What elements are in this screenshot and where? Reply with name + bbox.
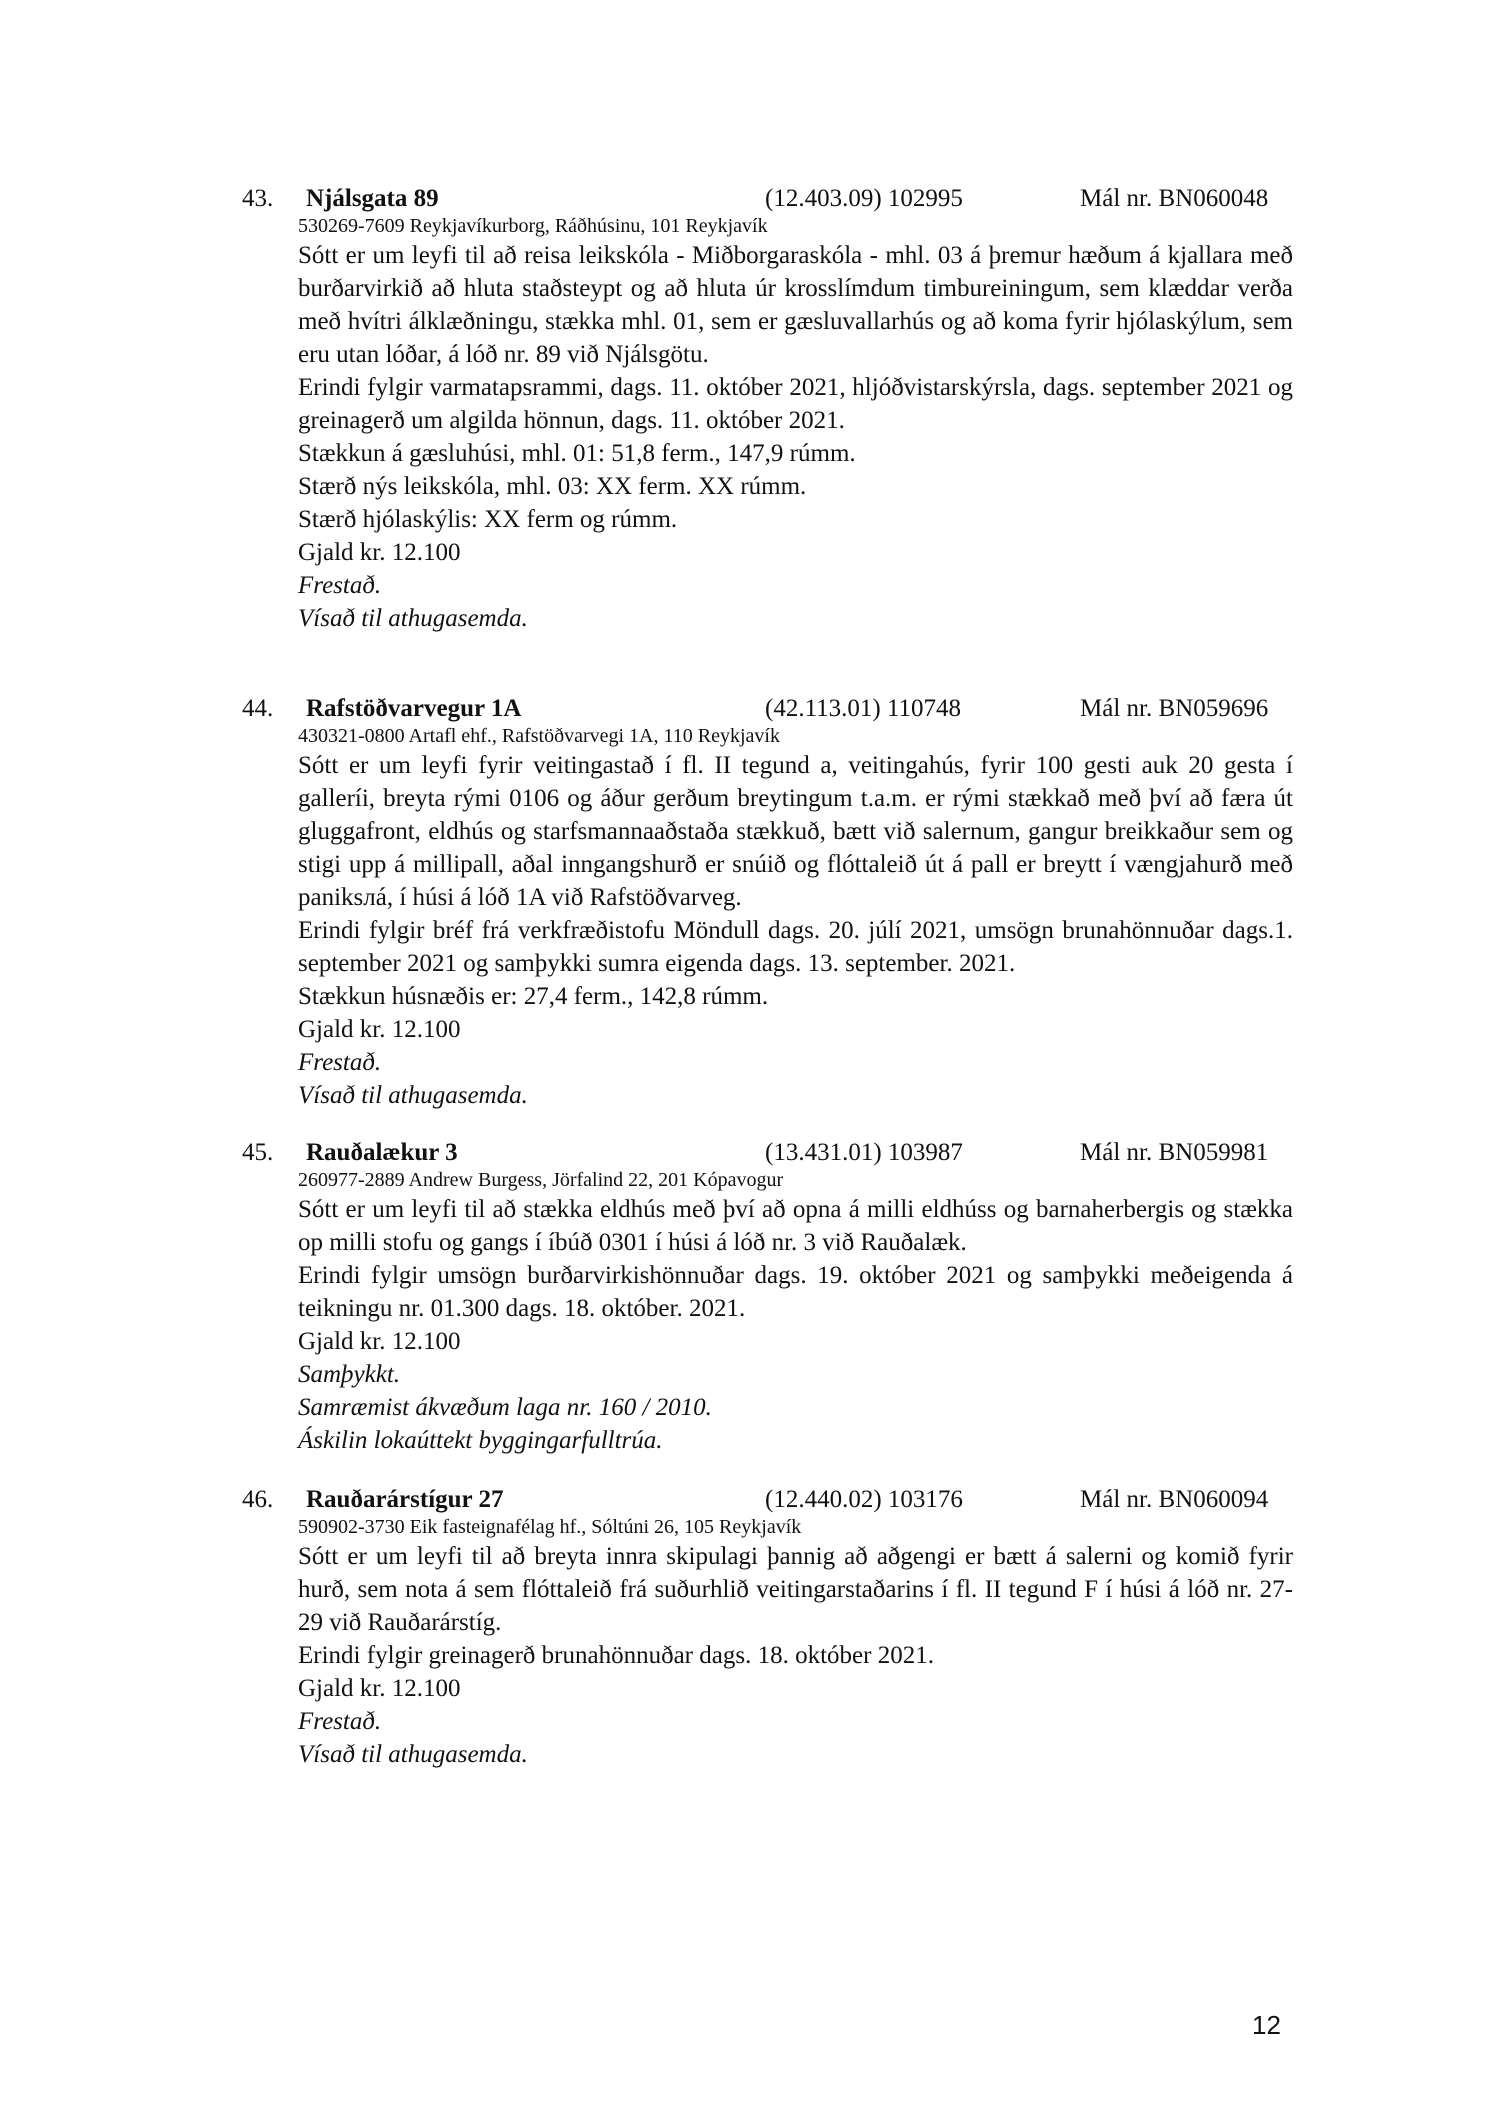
case-applicant: 530269-7609 Reykjavíkurborg, Ráðhúsinu, 101 Reykjavík [298, 215, 768, 237]
case-decision: Samræmist ákvæðum laga nr. 160 / 2010. [298, 1394, 712, 1421]
case-number: 44. [242, 695, 274, 722]
case-header [0, 1137, 1500, 1169]
case-attachments: Erindi fylgir bréf frá verkfræðistofu Möndull dags. 20. júlí 2021, umsögn brunahönnuðar dags.1. september 2021 og samþykki sumra eigenda dags. 13. september. 2021. [298, 917, 1293, 977]
case-description: Sótt er um leyfi fyrir veitingastað í fl. II tegund a, veitingahús, fyrir 100 gesti auk 20 gesta í galleríi, breyta rými 0106 og áður gerðum breytingum t.a.m. er rými stækkað með því að færa út gluggafront, eldhús og starfsmannaaðstaða stækkuð, bætt við salernum, gangur breikkaður sem og stigi upp á millipall, aðal inngangshurð er snúið og flóttaleið út á pall er breytt í vængjahurð með paniksлá, í húsi á lóð 1A við Rafstöðvarveg. [298, 752, 1293, 911]
case-fee: Gjald kr. 12.100 [298, 1328, 461, 1355]
case-land-reference: (13.431.01) 103987 [765, 1139, 963, 1166]
case-decision: Vísað til athugasemda. [298, 605, 528, 632]
case-number: 45. [242, 1139, 274, 1166]
case-land-reference: (12.440.02) 103176 [765, 1486, 963, 1513]
case-address: Rafstöðvarvegur 1A [306, 695, 522, 722]
case-number: 43. [242, 185, 274, 212]
case-body [298, 213, 1293, 635]
case-detail: Stækkun á gæsluhúsi, mhl. 01: 51,8 ferm., 147,9 rúmm. [298, 440, 856, 467]
case-address: Rauðarárstígur 27 [306, 1486, 504, 1513]
page-number: 12 [1252, 2010, 1281, 2040]
case-decision: Vísað til athugasemda. [298, 1082, 528, 1109]
case-header [0, 1484, 1500, 1516]
case-attachments: Erindi fylgir greinagerð brunahönnuðar dags. 18. október 2021. [298, 1642, 934, 1669]
case-body [298, 723, 1293, 1112]
case-applicant: 260977-2889 Andrew Burgess, Jörfalind 22, 201 Kópavogur [298, 1169, 784, 1191]
case-address: Njálsgata 89 [306, 185, 439, 212]
case-fee: Gjald kr. 12.100 [298, 539, 461, 566]
case-fee: Gjald kr. 12.100 [298, 1675, 461, 1702]
case-file-number: Mál nr. BN060094 [1080, 1486, 1269, 1513]
case-applicant: 590902-3730 Eik fasteignafélag hf., Sóltúni 26, 105 Reykjavík [298, 1516, 802, 1538]
case-address: Rauðalækur 3 [306, 1139, 458, 1166]
case-decision: Frestað. [298, 1049, 382, 1076]
case-decision: Vísað til athugasemda. [298, 1741, 528, 1768]
case-decision: Frestað. [298, 1708, 382, 1735]
case-detail: Stækkun húsnæðis er: 27,4 ferm., 142,8 rúmm. [298, 983, 769, 1010]
case-decision: Frestað. [298, 572, 382, 599]
case-land-reference: (12.403.09) 102995 [765, 185, 963, 212]
case-decision: Samþykkt. [298, 1361, 401, 1388]
case-detail: Stærð hjólaskýlis: XX ferm og rúmm. [298, 506, 678, 533]
case-attachments: Erindi fylgir varmatapsrammi, dags. 11. október 2021, hljóðvistarskýrsla, dags. september 2021 og greinagerð um algilda hönnun, dags. 11. október 2021. [298, 374, 1293, 434]
case-header [0, 693, 1500, 725]
case-decision: Áskilin lokaúttekt byggingarfulltrúa. [298, 1427, 663, 1454]
case-body [298, 1167, 1293, 1457]
case-file-number: Mál nr. BN060048 [1080, 185, 1269, 212]
case-body [298, 1514, 1293, 1771]
case-number: 46. [242, 1486, 274, 1513]
case-fee: Gjald kr. 12.100 [298, 1016, 461, 1043]
case-description: Sótt er um leyfi til að stækka eldhús með því að opna á milli eldhúss og barnaherbergis og stækka op milli stofu og gangs í íbúð 0301 í húsi á lóð nr. 3 við Rauðalæk. [298, 1196, 1293, 1256]
case-applicant: 430321-0800 Artafl ehf., Rafstöðvarvegi 1A, 110 Reykjavík [298, 725, 780, 747]
case-detail: Stærð nýs leikskóla, mhl. 03: XX ferm. XX rúmm. [298, 473, 807, 500]
case-land-reference: (42.113.01) 110748 [765, 695, 962, 722]
case-attachments: Erindi fylgir umsögn burðarvirkishönnuðar dags. 19. október 2021 og samþykki meðeigenda á teikningu nr. 01.300 dags. 18. október. 2021. [298, 1262, 1293, 1322]
case-description: Sótt er um leyfi til að reisa leikskóla - Miðborgaraskóla - mhl. 03 á þremur hæðum á kjallara með burðarvirkið að hluta staðsteypt og að hluta úr krosslímdum timbureiningum, sem klæddar verða með hvítri álklæðningu, stækka mhl. 01, sem er gæsluvallarhús og að koma fyrir hjólaskýlum, sem eru utan lóðar, á lóð nr. 89 við Njálsgötu. [298, 242, 1293, 368]
case-header [0, 183, 1500, 215]
case-file-number: Mál nr. BN059696 [1080, 695, 1269, 722]
case-file-number: Mál nr. BN059981 [1080, 1139, 1269, 1166]
case-description: Sótt er um leyfi til að breyta innra skipulagi þannig að aðgengi er bætt á salerni og komið fyrir hurð, sem nota á sem flóttaleið frá suðurhlið veitingarstaðarins í fl. II tegund F í húsi á lóð nr. 27- 29 við Rauðarárstíg. [298, 1543, 1293, 1636]
